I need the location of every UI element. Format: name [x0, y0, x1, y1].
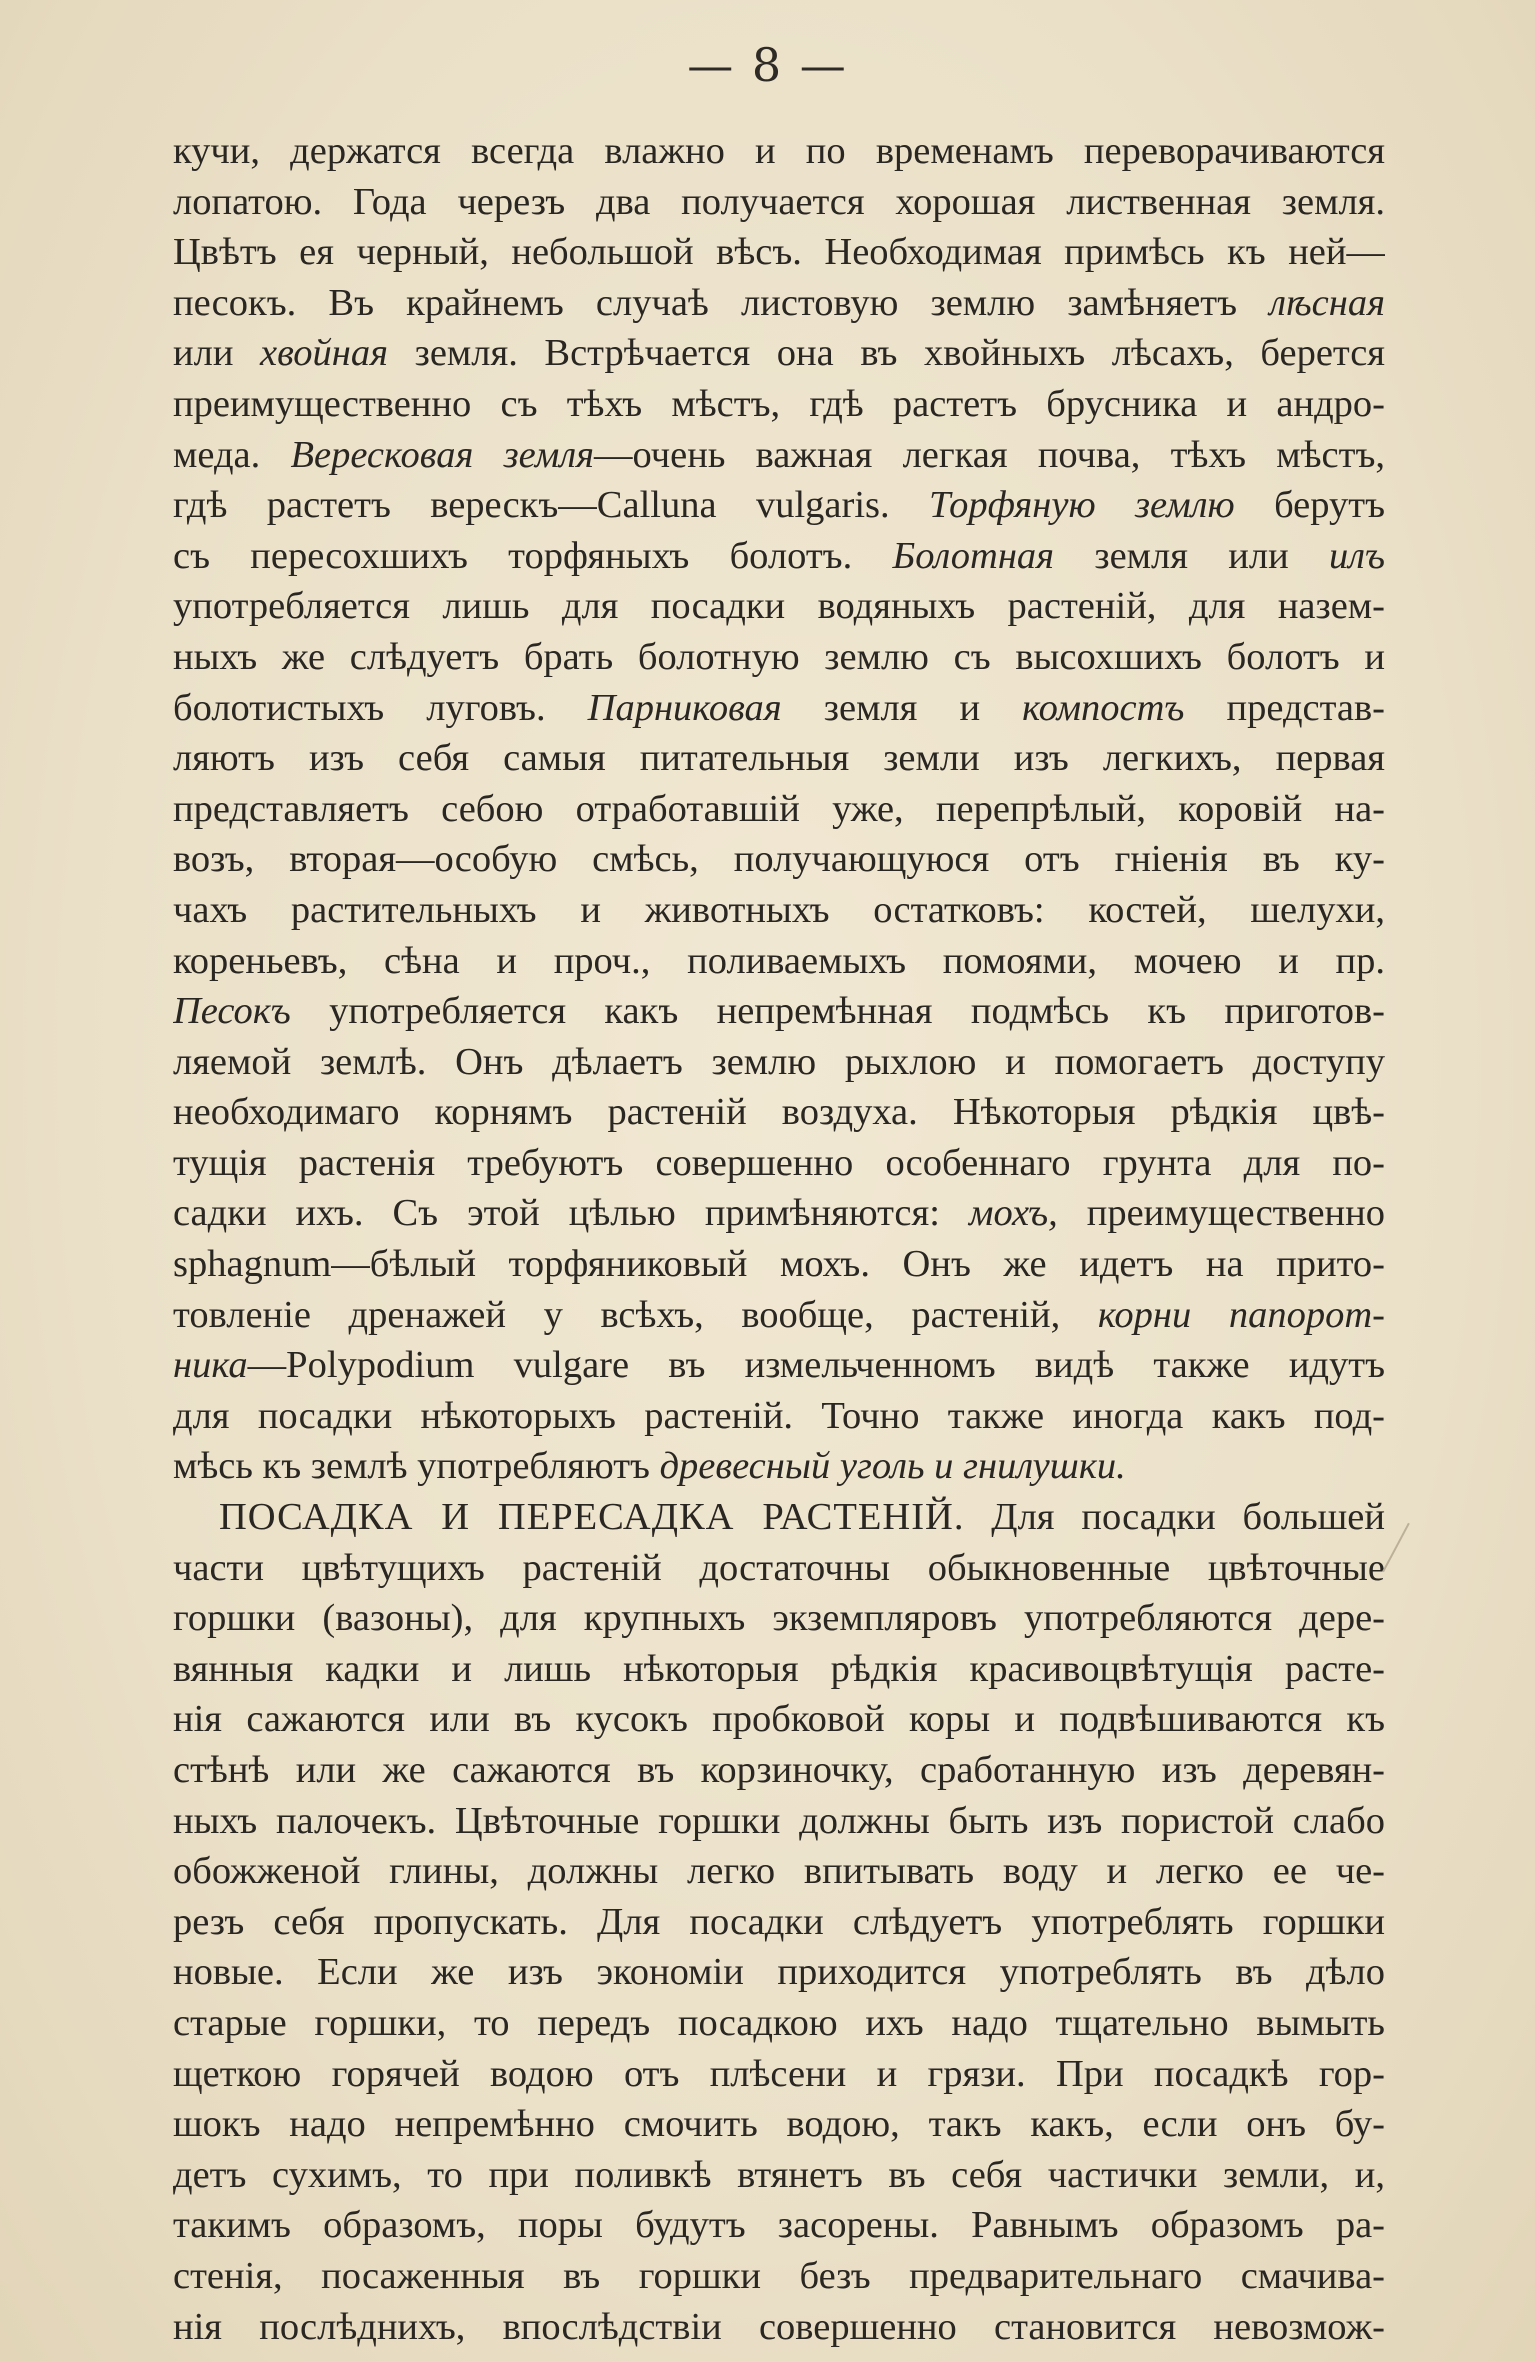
text-line: шокъ надо непремѣнно смочить водою, такъ какъ, если онъ бу- — [173, 2103, 1385, 2146]
text-line: употребляется лишь для посадки водяныхъ растеній, для назем- — [173, 585, 1385, 628]
text-line: чахъ растительныхъ и животныхъ остатковъ: костей, шелухи, — [173, 888, 1385, 931]
text-line: нія послѣднихъ, впослѣдствіи совершенно становится невозмож- — [173, 2305, 1385, 2348]
text-line: ляемой землѣ. Онъ дѣлаетъ землю рыхлою и помогаетъ доступу — [173, 1040, 1385, 1083]
section-heading: ПОСАДКА И ПЕРЕСАДКА РАСТЕНІЙ. — [219, 1496, 965, 1539]
italic-term: илъ — [1328, 534, 1385, 577]
text-line: для посадки нѣкоторыхъ растеній. Точно также иногда какъ под- — [173, 1394, 1385, 1437]
text-line: Песокъ употребляется какъ непремѣнная подмѣсь къ приготов- — [173, 990, 1385, 1033]
text-line: стенія, посаженныя въ горшки безъ предварительнаго смачива- — [173, 2254, 1385, 2297]
italic-term: мохъ, — [968, 1192, 1058, 1235]
text-line: детъ сухимъ, то при поливкѣ втянетъ въ себя частички земли, и, — [173, 2153, 1385, 2196]
italic-term: Парниковая — [587, 686, 782, 729]
italic-term: ника — [173, 1344, 248, 1387]
text-line: такимъ образомъ, поры будутъ засорены. Равнымъ образомъ ра- — [173, 2204, 1385, 2247]
text-line: песокъ. Въ крайнемъ случаѣ листовую землю замѣняетъ лѣсная — [173, 281, 1385, 324]
italic-term: компостъ — [1022, 686, 1185, 729]
text-line: мѣсь къ землѣ употребляютъ древесный уголь и гнилушки. — [173, 1445, 1126, 1488]
text-line: ныхъ палочекъ. Цвѣточные горшки должны быть изъ пористой слабо — [173, 1799, 1385, 1842]
paper-scratch-mark — [1382, 1523, 1410, 1573]
italic-term: хвойная — [260, 332, 389, 375]
text-line: ляютъ изъ себя самыя питательныя земли изъ легкихъ, первая — [173, 737, 1385, 780]
text-line: старые горшки, то передъ посадкою ихъ надо тщательно вымыть — [173, 2001, 1385, 2044]
text-line: необходимаго корнямъ растеній воздуха. Нѣкоторыя рѣдкія цвѣ- — [173, 1091, 1385, 1134]
italic-term: лѣсная — [1269, 281, 1385, 324]
text-line: или хвойная земля. Встрѣчается она въ хвойныхъ лѣсахъ, берется — [173, 332, 1385, 375]
text-line: лопатою. Года черезъ два получается хорошая лиственная земля. — [173, 180, 1385, 223]
text-line: резъ себя пропускать. Для посадки слѣдуетъ употреблять горшки — [173, 1900, 1385, 1943]
text-line: возъ, вторая—особую смѣсь, получающуюся отъ гніенія въ ку- — [173, 838, 1385, 881]
text-line: обожженой глины, должны легко впитывать воду и легко ее че- — [173, 1850, 1385, 1893]
text-line: болотистыхъ луговъ. Парниковая земля и компостъ представ- — [173, 686, 1385, 729]
text-line: новые. Если же изъ экономіи приходится употреблять въ дѣло — [173, 1951, 1385, 1994]
paragraph-planting — [173, 1492, 1385, 2352]
text-line: съ пересохшихъ торфяныхъ болотъ. Болотная земля или илъ — [173, 534, 1385, 577]
text-line: кучи, держатся всегда влажно и по временамъ переворачиваются — [173, 130, 1385, 172]
text-line: sphagnum—бѣлый торфяниковый мохъ. Онъ же идетъ на прито- — [173, 1243, 1385, 1286]
text-line: кореньевъ, сѣна и проч., поливаемыхъ помоями, мочею и пр. — [173, 939, 1385, 982]
italic-term: Песокъ — [173, 990, 291, 1033]
page-text — [173, 126, 1385, 2352]
text-line: части цвѣтущихъ растеній достаточны обыкновенные цвѣточные — [173, 1546, 1385, 1589]
text-line: представляетъ себою отработавшій уже, перепрѣлый, коровій на- — [173, 787, 1385, 830]
text-line: ныхъ же слѣдуетъ брать болотную землю съ высохшихъ болотъ и — [173, 635, 1385, 678]
text-line: преимущественно съ тѣхъ мѣстъ, гдѣ растетъ брусника и андро- — [173, 382, 1385, 425]
text-line: ПОСАДКА И ПЕРЕСАДКА РАСТЕНІЙ. Для посадки большей — [219, 1496, 1385, 1539]
italic-term: древесный уголь и гнилушки. — [659, 1445, 1126, 1488]
text-line: Цвѣтъ ея черный, небольшой вѣсъ. Необходимая примѣсь къ ней— — [173, 231, 1385, 274]
page-number: — 8 — — [687, 38, 848, 92]
italic-term: Торфяную землю — [929, 484, 1235, 527]
text-line: меда. Вересковая земля—очень важная легкая почва, тѣхъ мѣстъ, — [173, 433, 1385, 476]
italic-term: Болотная — [892, 534, 1055, 577]
text-line: гдѣ растетъ верескъ—Calluna vulgaris. Торфяную землю берутъ — [173, 484, 1385, 527]
text-line: горшки (вазоны), для крупныхъ экземпляровъ употребляются дере- — [173, 1597, 1385, 1640]
text-line: стѣнѣ или же сажаются въ корзиночку, сработанную изъ деревян- — [173, 1749, 1385, 1791]
text-line: нія сажаются или въ кусокъ пробковой коры и подвѣшиваются къ — [173, 1698, 1385, 1741]
paragraph-soils — [173, 126, 1385, 1492]
text-line: щеткою горячей водою отъ плѣсени и грязи. При посадкѣ гор- — [173, 2052, 1385, 2095]
text-line: товленіе дренажей у всѣхъ, вообще, растеній, корни папорот- — [173, 1293, 1385, 1336]
text-line: вянныя кадки и лишь нѣкоторыя рѣдкія красивоцвѣтущія расте- — [173, 1647, 1385, 1690]
text-line: ника—Polypodium vulgare въ измельченномъ видѣ также идутъ — [173, 1344, 1385, 1387]
text-line: садки ихъ. Съ этой цѣлью примѣняются: мохъ, преимущественно — [173, 1192, 1385, 1235]
text-line: тущія растенія требуютъ совершенно особеннаго грунта для по- — [173, 1141, 1385, 1184]
italic-term: корни папорот- — [1097, 1293, 1385, 1336]
italic-term: Вересковая земля — [290, 433, 595, 476]
